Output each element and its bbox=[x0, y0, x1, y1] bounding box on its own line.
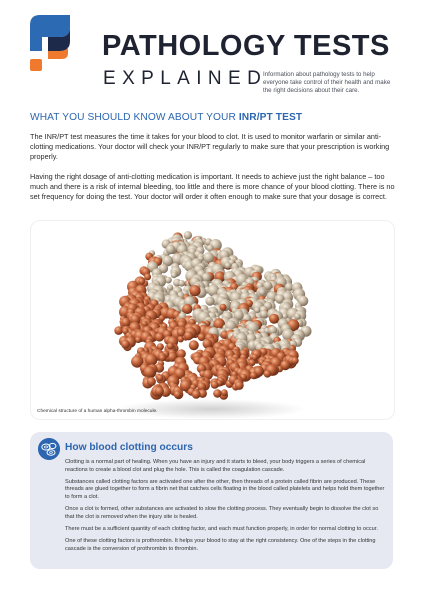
molecule-atom bbox=[220, 304, 227, 311]
molecule-atom-light bbox=[184, 231, 192, 239]
molecule-atom-light bbox=[294, 313, 301, 320]
thrombin-molecule-image bbox=[31, 221, 394, 419]
molecule-atom bbox=[174, 391, 182, 399]
section-heading-prefix: WHAT YOU SHOULD KNOW ABOUT YOUR bbox=[30, 112, 239, 123]
molecule-atom bbox=[291, 357, 298, 364]
clotting-paragraph: One of these clotting factors is prothrombin. It helps your blood to stay at the right consistency. One of the steps in the clotting cascade is the conversion of prothrombin to thrombin. bbox=[65, 538, 376, 552]
molecule-atom-light bbox=[171, 272, 177, 278]
molecule-atom bbox=[189, 285, 200, 296]
intro-paragraph-2: Having the right dosage of anti-clotting medication is important. It needs to achieve just the right balance – too much and there is a risk of internal bleeding, too little and there is more chance of your blood clotting. There is no set frequency for doing the test. Your doctor will order it often enough to make sure that your dosage is correct. bbox=[30, 172, 395, 201]
molecule-atom-light bbox=[259, 289, 266, 296]
clotting-paragraph: Clotting is a normal part of healing. When you have an injury and it starts to bleed, your body triggers a series of chemical reactions to create a blood clot and plug the hole. This is called the coagulation cascade. bbox=[65, 459, 366, 473]
clotting-paragraph: Once a clot is formed, other substances are activated to slow the clotting process. They eventually begin to dissolve the clot so that the clot is removed when the injury site is healed. bbox=[65, 506, 379, 520]
clotting-body bbox=[65, 459, 385, 558]
molecule-atom bbox=[147, 377, 156, 386]
molecule-atom-light bbox=[203, 252, 214, 263]
molecule-atom bbox=[198, 333, 206, 341]
molecule-atom bbox=[155, 333, 164, 342]
molecule-atom bbox=[167, 343, 174, 350]
pathology-tests-logo bbox=[30, 15, 74, 73]
molecule-atom bbox=[192, 390, 201, 399]
molecule-atom-light bbox=[166, 245, 176, 255]
molecule-atom bbox=[178, 336, 184, 342]
intro-paragraph-1: The INR/PT test measures the time it takes for your blood to clot. It is used to monitor warfarin or similar anti-clotting medications. Your doctor will check your INR/PT regularly to make sure that your prescription is working properly. bbox=[30, 132, 390, 161]
molecule-atom bbox=[144, 366, 156, 378]
section-heading bbox=[30, 112, 302, 123]
clotting-paragraph: There must be a sufficient quantity of each clotting factor, and each must function properly, in order for normal clotting to occur. bbox=[65, 525, 378, 532]
molecule-atom bbox=[155, 387, 164, 396]
molecule-atom bbox=[269, 314, 279, 324]
molecule-atom-light bbox=[225, 262, 231, 268]
molecule-atom bbox=[159, 355, 166, 362]
clotting-info-box bbox=[30, 432, 393, 569]
molecule-atom bbox=[121, 318, 130, 327]
molecule-atom bbox=[221, 389, 228, 396]
molecule-atom bbox=[157, 375, 163, 381]
molecule-atom bbox=[264, 370, 272, 378]
clotting-heading: How blood clotting occurs bbox=[65, 442, 193, 453]
molecule-atom bbox=[280, 360, 290, 370]
tagline: Information about pathology tests to help everyone take control of their health and make the right decisions about their care. bbox=[263, 71, 391, 95]
molecule-atom bbox=[114, 326, 123, 335]
molecule-atom-light bbox=[260, 310, 268, 318]
image-caption: Chemical structure of a human alpha-thrombin molecule. bbox=[37, 409, 158, 414]
molecule-atom bbox=[235, 381, 244, 390]
molecule-atom bbox=[144, 273, 151, 280]
molecule-image-panel bbox=[30, 220, 395, 420]
section-heading-test-name: INR/PT TEST bbox=[238, 112, 303, 123]
molecule-atom-light bbox=[178, 280, 185, 287]
molecule-atom bbox=[213, 389, 221, 397]
molecule-atom-light bbox=[165, 277, 172, 284]
molecule-atom bbox=[138, 278, 145, 285]
molecule-atom bbox=[250, 372, 257, 379]
molecule-atom bbox=[135, 337, 141, 343]
molecule-atom bbox=[184, 331, 193, 340]
molecule-atom bbox=[211, 381, 219, 389]
page-subtitle: EXPLAINED bbox=[103, 68, 268, 89]
blood-cells-icon bbox=[38, 438, 60, 460]
molecule-atom-light bbox=[205, 297, 214, 306]
molecule-atom bbox=[189, 340, 199, 350]
clotting-paragraph: Substances called clotting factors are activated one after the other, then threads of a protein called fibrin are produced. These threads are glued together to form a fibrin net that catches cells floating in the blood called platelets and helps hold them together to form a clot. bbox=[65, 478, 385, 500]
molecule-atom bbox=[121, 340, 130, 349]
page-title: PATHOLOGY TESTS bbox=[102, 30, 390, 62]
